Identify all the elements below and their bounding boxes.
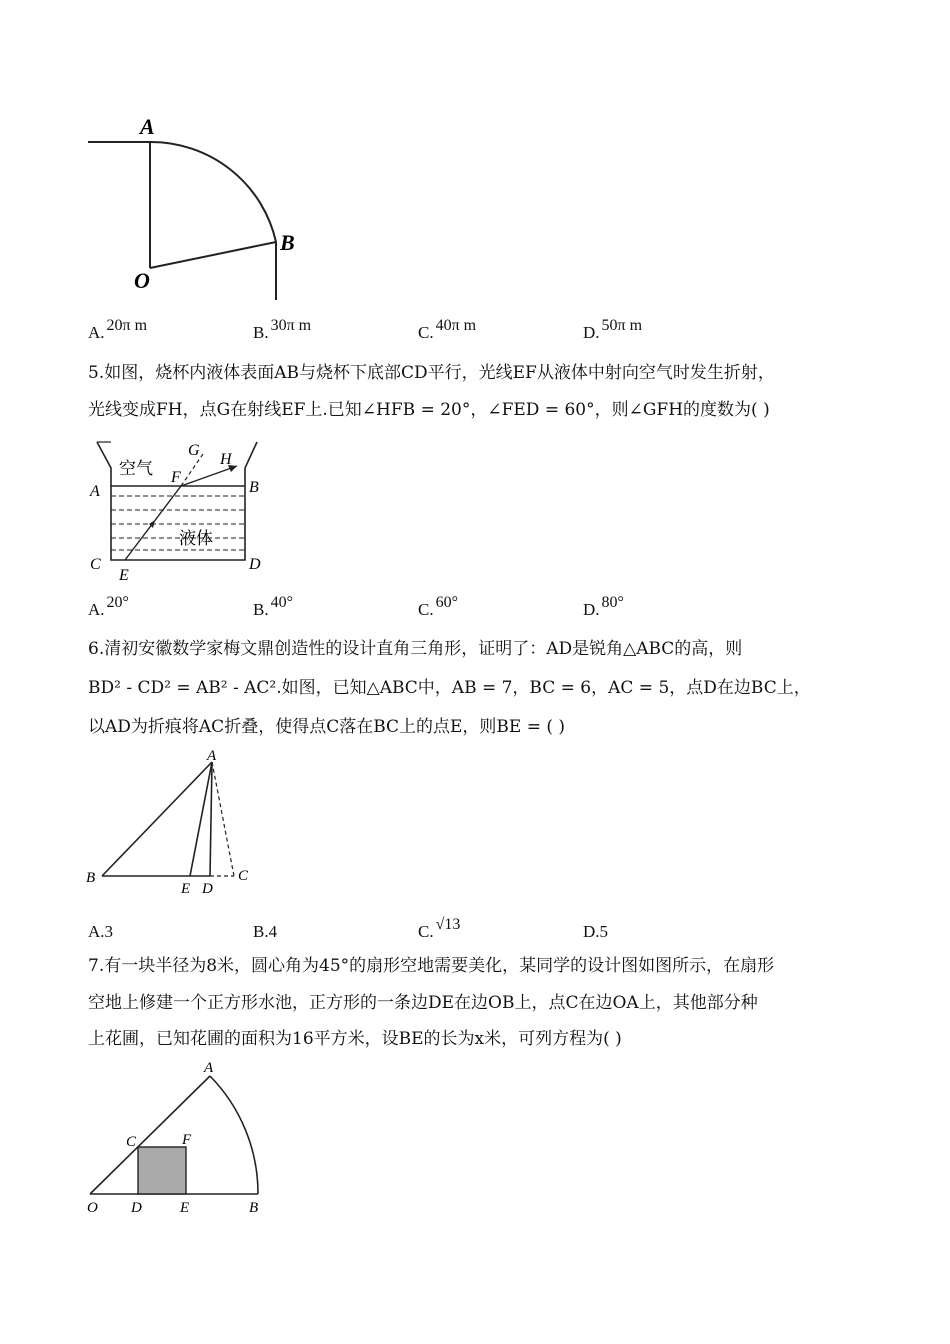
q5-option-d[interactable]: D. 80° <box>583 594 624 619</box>
fig6-label-A: A <box>207 748 217 764</box>
q7-text-line-2: 空地上修建一个正方形水池，正方形的一条边DE在边OB上，点C在边OA上，其他部分种 <box>88 993 758 1013</box>
q6-option-c-value: √13 <box>435 916 461 933</box>
q6-text-line-3: 以AD为折痕将AC折叠，使得点C落在BC上的点E，则BE = ( ) <box>88 717 566 737</box>
q6-option-d-value: 5 <box>599 922 609 941</box>
q5-option-b-value: 40° <box>270 594 293 611</box>
q5-option-d-value: 80° <box>601 594 624 611</box>
q5-option-b[interactable]: B. 40° <box>253 594 293 619</box>
q5-option-c-value: 60° <box>435 594 458 611</box>
fig5-label-liquid: 液体 <box>179 529 213 548</box>
fig6-label-C: C <box>238 868 249 884</box>
q6-text-line-1: 6.清初安徽数学家梅文鼎创造性的设计直角三角形，证明了：AD是锐角△ABC的高，则 <box>88 639 743 659</box>
fig6-label-D: D <box>202 881 213 897</box>
q4-option-a[interactable]: A. 20π m <box>88 317 148 342</box>
fig7-label-A: A <box>204 1060 214 1076</box>
fig5-label-H: H <box>220 451 232 468</box>
fig7-label-O: O <box>87 1200 98 1216</box>
fig7-label-E: E <box>180 1200 190 1216</box>
q6-option-c[interactable]: C. √13 <box>418 916 461 941</box>
fig6-segment-AC <box>212 762 234 876</box>
q4-option-a-value: 20π m <box>106 317 148 334</box>
fig5-label-D: D <box>249 556 261 573</box>
q4-option-b[interactable]: B. 30π m <box>253 317 312 342</box>
q5-option-c[interactable]: C. 60° <box>418 594 458 619</box>
fig5-label-air: 空气 <box>119 459 153 478</box>
fig7-square-pool <box>138 1147 186 1194</box>
q7-text-line-3: 上花圃，已知花圃的面积为16平方米，设BE的长为x米，可列方程为( ) <box>88 1029 622 1049</box>
fig6-segment-AE <box>190 762 212 876</box>
fig7-label-B: B <box>249 1200 259 1216</box>
figure-q5-beaker <box>85 438 275 586</box>
fig4-label-O: O <box>134 268 150 293</box>
q6-option-d[interactable]: D.5 <box>583 922 609 941</box>
fig5-label-G: G <box>188 442 200 459</box>
q4-option-d[interactable]: D. 50π m <box>583 317 643 342</box>
fig4-label-A: A <box>140 114 155 139</box>
fig5-label-C: C <box>90 556 101 573</box>
fig7-label-C: C <box>126 1134 137 1150</box>
fig6-label-E: E <box>181 881 191 897</box>
q6-option-a-value: 3 <box>104 922 114 941</box>
q5-text-line-1: 5.如图，烧杯内液体表面AB与烧杯下底部CD平行，光线EF从液体中射向空气时发生折射， <box>88 363 775 383</box>
q6-option-a[interactable]: A.3 <box>88 922 114 941</box>
fig5-label-E: E <box>119 567 129 584</box>
fig4-segment-OB <box>150 242 276 268</box>
fig4-arc <box>150 142 276 242</box>
q5-text-line-2: 光线变成FH，点G在射线EF上.已知∠HFB = 20°，∠FED = 60°，则∠GFH的度数为( ) <box>88 400 770 420</box>
fig6-label-B: B <box>86 870 96 886</box>
q5-option-a-value: 20° <box>106 594 129 611</box>
q4-option-c-value: 40π m <box>435 317 477 334</box>
q4-option-c[interactable]: C. 40π m <box>418 317 477 342</box>
figure-q4-arc <box>80 110 320 310</box>
fig5-label-F: F <box>171 469 181 486</box>
fig7-arc-AB <box>210 1076 258 1194</box>
figure-q6-triangle <box>82 748 262 898</box>
fig5-label-B: B <box>249 479 259 496</box>
q6-text-line-2: BD² - CD² = AB² - AC².如图，已知△ABC中，AB = 7，BC = 6，AC = 5，点D在边BC上， <box>88 678 811 698</box>
fig6-segment-AD <box>210 762 212 876</box>
fig7-label-D: D <box>131 1200 142 1216</box>
fig4-label-B: B <box>280 230 295 255</box>
fig5-ray-FH <box>181 466 237 486</box>
fig6-segment-AB <box>102 762 212 876</box>
fig7-label-F: F <box>182 1132 192 1148</box>
q6-option-b[interactable]: B.4 <box>253 922 278 941</box>
fig5-label-A: A <box>90 483 100 500</box>
q4-option-d-value: 50π m <box>601 317 643 334</box>
q7-text-line-1: 7.有一块半径为8米，圆心角为45°的扇形空地需要美化，某同学的设计图如图所示，在扇形 <box>88 956 775 976</box>
q6-option-b-value: 4 <box>268 922 278 941</box>
q5-option-a[interactable]: A. 20° <box>88 594 129 619</box>
figure-q7-sector <box>82 1058 282 1218</box>
q4-option-b-value: 30π m <box>270 317 312 334</box>
